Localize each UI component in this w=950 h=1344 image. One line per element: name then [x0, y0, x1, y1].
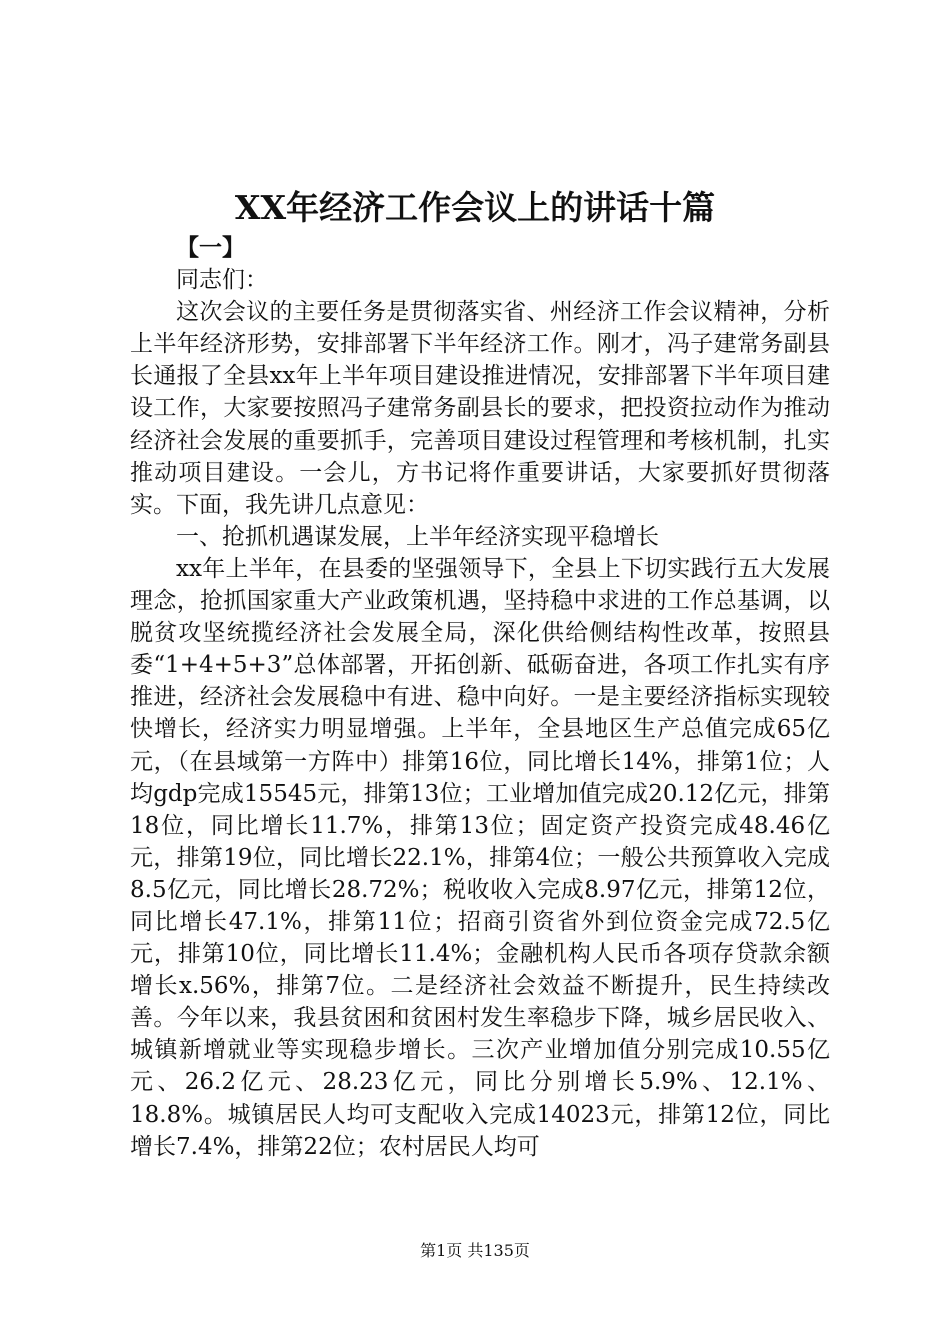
- section-marker: 【一】: [176, 234, 245, 261]
- page-footer: 第1页 共135页: [420, 1241, 530, 1260]
- document-title: XX年经济工作会议上的讲话十篇: [234, 188, 716, 227]
- body-paragraph: xx年上半年，在县委的坚强领导下，全县上下切实践行五大发展理念，抢抓国家重大产业政策机遇，坚持稳中求进的工作总基调，以脱贫攻坚统揽经济社会发展全局，深化供给侧结构性改革，按照县委“1+4+5+3”总体部署，开拓创新、砥砺奋进，各项工作扎实有序推进，经济社会发展稳中有进、稳中向好。一是主要经济指标实现较快增长，经济实力明显增强。上半年，全县地区生产总值完成65亿元，（在县域第一方阵中）排第16位，同比增长14%，排第1位；人均gdp完成15545元，排第13位；工业增加值完成20.12亿元，排第18位，同比增长11.7%，排第13位；固定资产投资完成48.46亿元，排第19位，同比增长22.1%，排第4位；一般公共预算收入完成8.5亿元，同比增长28.72%；税收收入完成8.97亿元，排第12位，同比增长47.1%，排第11位；招商引资省外到位资金完成72.5亿元，排第10位，同比增长11.4%；金融机构人民币各项存贷款余额增长x.56%，排第7位。二是经济社会效益不断提升，民生持续改善。今年以来，我县贫困和贫困村发生率稳步下降，城乡居民收入、城镇新增就业等实现稳步增长。三次产业增加值分别完成10.55亿元、26.2亿元、28.23亿元，同比分别增长5.9%、12.1%、18.8%。城镇居民人均可支配收入完成14023元，排第12位，同比增长7.4%，排第22位；农村居民人均可: [130, 555, 830, 1160]
- document-body: [130, 232, 830, 1163]
- body-paragraph: 这次会议的主要任务是贯彻落实省、州经济工作会议精神，分析上半年经济形势，安排部署下半年经济工作。刚才，冯子建常务副县长通报了全县xx年上半年项目建设推进情况，安排部署下半年项目建设工作，大家要按照冯子建常务副县长的要求，把投资拉动作为推动经济社会发展的重要抓手，完善项目建设过程管理和考核机制，扎实推动项目建设。一会儿，方书记将作重要讲话，大家要抓好贯彻落实。下面，我先讲几点意见：: [130, 299, 830, 518]
- section-heading: 一、抢抓机遇谋发展，上半年经济实现平稳增长: [176, 523, 659, 550]
- salutation: 同志们：: [176, 267, 268, 294]
